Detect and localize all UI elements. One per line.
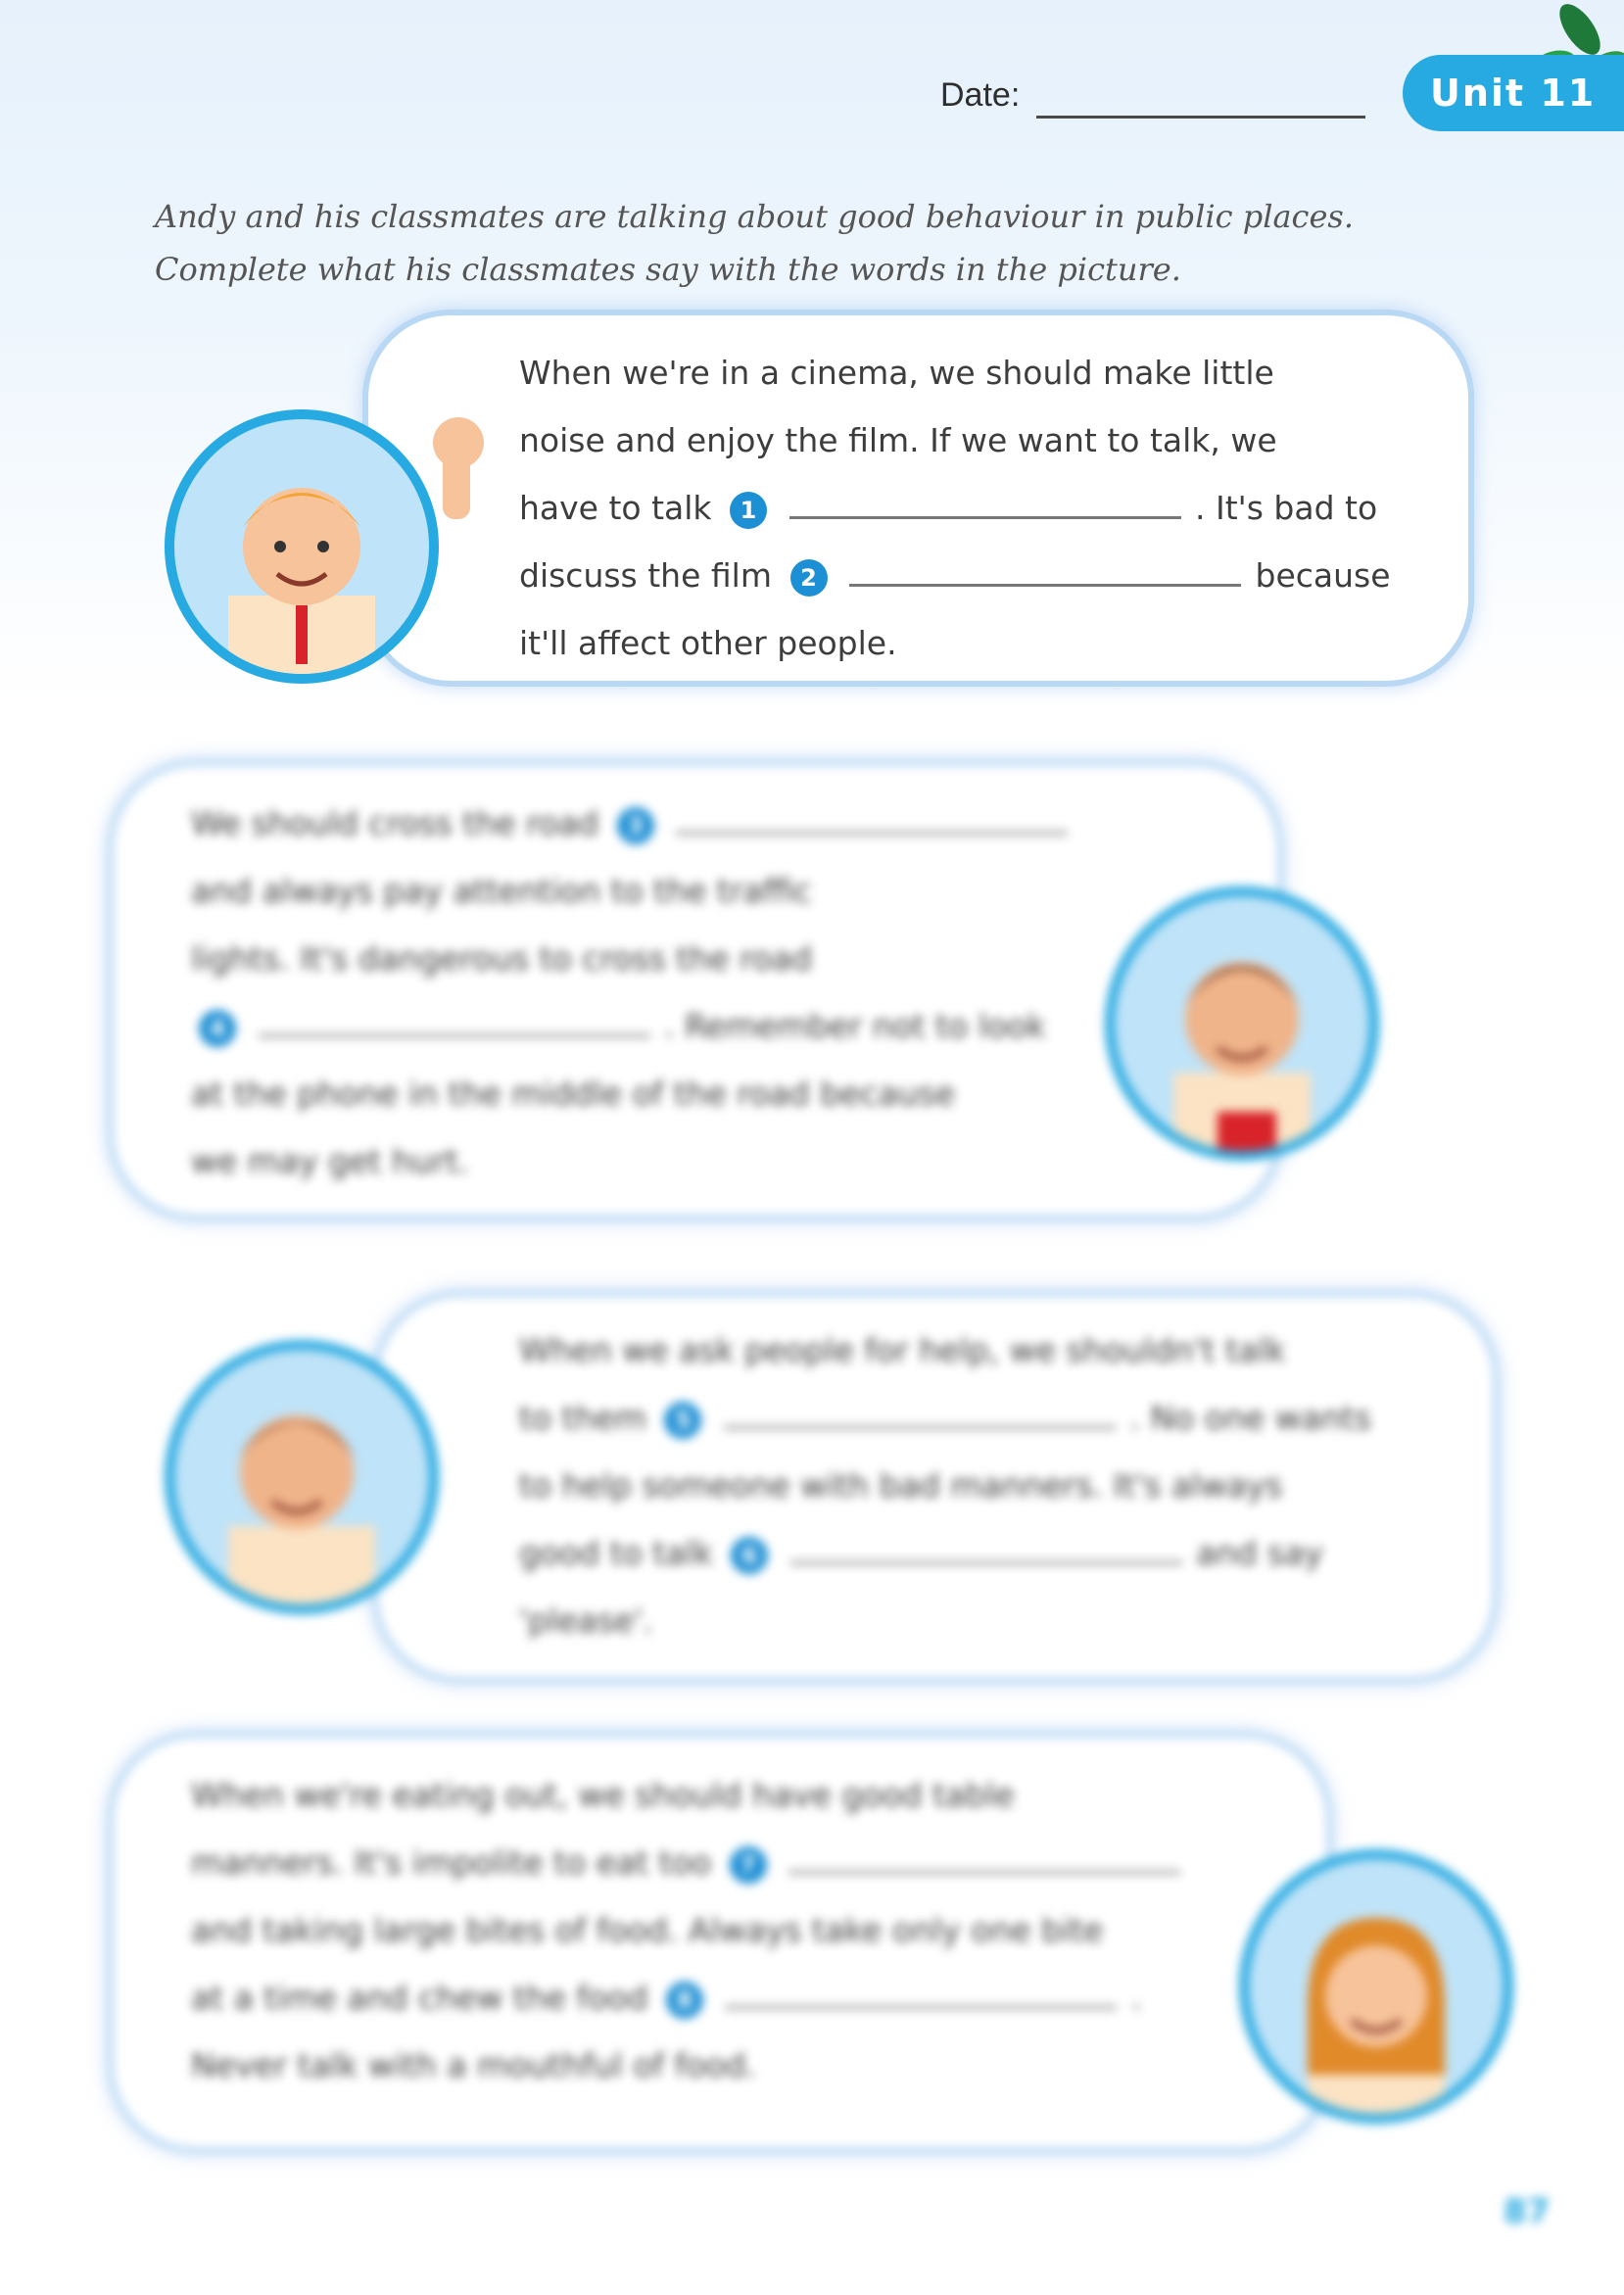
answer-blank-8[interactable]	[725, 2006, 1117, 2009]
bubble-1-line-1: When we're in a cinema, we should make little	[519, 354, 1274, 392]
blank-number-3: 3	[617, 807, 654, 844]
bubble-1-text	[519, 339, 1430, 677]
blank-number-2: 2	[790, 559, 828, 597]
answer-blank-5[interactable]	[724, 1426, 1116, 1429]
bubble-2-line-3: lights. It's dangerous to cross the road	[191, 939, 813, 978]
bubble-3-line-2: to them 5 . No one wants	[519, 1399, 1371, 1437]
answer-blank-4[interactable]	[259, 1034, 650, 1037]
date-label: Date:	[940, 76, 1021, 114]
bubble-4-line-3: and taking large bites of food. Always take only one bite	[191, 1911, 1104, 1949]
blank-number-6: 6	[731, 1537, 768, 1574]
answer-blank-2[interactable]	[849, 584, 1241, 587]
bubble-2-line-4: 4 . Remember not to look	[191, 992, 1092, 1060]
answer-blank-7[interactable]	[788, 1871, 1180, 1874]
blank-number-1: 1	[730, 492, 767, 529]
bubble-4-text	[191, 1761, 1249, 2099]
girl-avatar-4	[1239, 1849, 1513, 2124]
bubble-3-text	[519, 1316, 1440, 1654]
bubble-2-line-2: and always pay attention to the traffic	[191, 872, 812, 910]
bubble-1-line-5: it'll affect other people.	[519, 624, 897, 662]
bubble-2-text	[191, 789, 1092, 1195]
bubble-4-line-1: When we're eating out, we should have good table	[191, 1776, 1015, 1814]
bubble-2-line-6: we may get hurt.	[191, 1142, 469, 1180]
blank-number-4: 4	[199, 1010, 236, 1047]
instruction-text: Andy and his classmates are talking about good behaviour in public places. Complete what his classmates say with the words in the picture.	[155, 198, 1354, 288]
date-field-line	[1036, 116, 1365, 119]
bubble-3-line-3: to help someone with bad manners. It's always	[519, 1466, 1283, 1505]
bubble-3-line-1: When we ask people for help, we shouldn't talk	[519, 1331, 1286, 1369]
raised-hand-icon	[421, 411, 500, 519]
bubble-3-line-5: 'please'.	[519, 1602, 653, 1640]
boy-avatar-1	[165, 409, 439, 684]
blank-number-7: 7	[730, 1846, 767, 1884]
answer-blank-6[interactable]	[790, 1561, 1182, 1564]
girl-avatar-2	[1105, 886, 1379, 1161]
answer-blank-1[interactable]	[789, 516, 1181, 519]
bubble-4-line-2: manners. It's impolite to eat too 7	[191, 1829, 1249, 1896]
bubble-4-line-4: at a time and chew the food 8 .	[191, 1979, 1142, 2017]
bubble-2-line-1: We should cross the road 3	[191, 789, 1092, 857]
page-number: 87	[1504, 2192, 1551, 2231]
bubble-4-line-5: Never talk with a mouthful of food.	[191, 2046, 757, 2084]
unit-badge: Unit 11	[1403, 55, 1624, 131]
boy-avatar-3	[165, 1340, 439, 1614]
bubble-1-line-3: have to talk 1 . It's bad to	[519, 489, 1378, 527]
bubble-3-line-4: good to talk 6 and say	[519, 1534, 1323, 1572]
bubble-1-line-4: discuss the film 2 because	[519, 556, 1391, 595]
blank-number-5: 5	[664, 1402, 701, 1439]
blank-number-8: 8	[666, 1982, 703, 2019]
answer-blank-3[interactable]	[676, 832, 1068, 835]
bubble-1-line-2: noise and enjoy the film. If we want to talk, we	[519, 421, 1277, 459]
bubble-2-line-5: at the phone in the middle of the road because	[191, 1075, 956, 1113]
